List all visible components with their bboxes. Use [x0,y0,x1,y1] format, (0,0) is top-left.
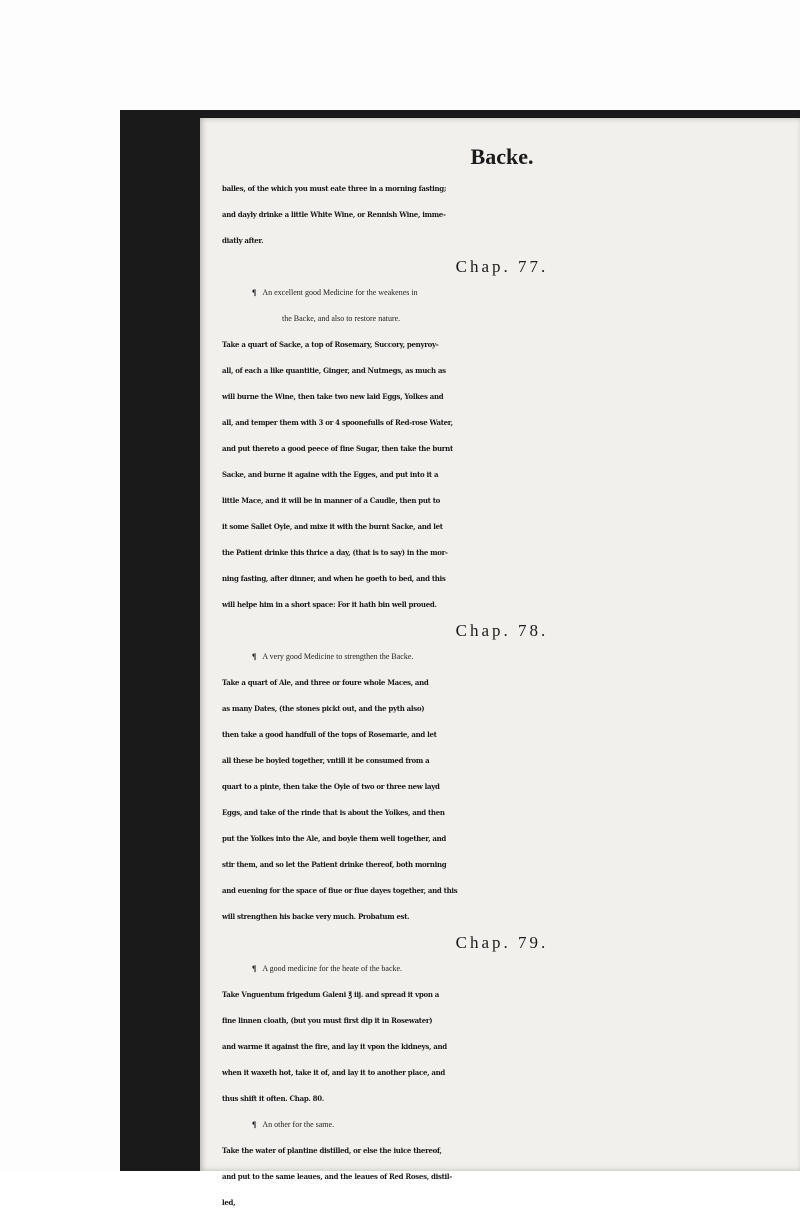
text-line: diatly after. [222,236,264,245]
recipe-title-text: An excellent good Medicine for the weakenes in [262,288,418,297]
chapter-heading: Chap. 77. [455,257,549,276]
pilcrow-mark: ¶ [252,288,257,297]
text-line: and put thereto a good peece of fine Sugar, then take the burnt [222,444,453,453]
text-line: will helpe him in a short space: For it hath bin well proued. [222,600,437,609]
text-line: then take a good handfull of the tops of Rosemarie, and let [222,730,437,739]
text-line: thus shift it often. Chap. 80. [222,1094,324,1103]
text-line: led, [222,1198,236,1207]
text-line: all these be boyled together, vntill it be consumed from a [222,756,430,765]
page-content [222,144,782,1216]
recipe-title-text: A good medicine for the heate of the backe. [262,964,403,973]
text-line: stir them, and so let the Patient drinke thereof, both morning [222,860,447,869]
text-line: Eggs, and take of the rinde that is about the Yolkes, and then [222,808,445,817]
chapter-heading: Chap. 79. [455,933,549,952]
pilcrow-mark: ¶ [252,652,257,661]
pilcrow-mark: ¶ [252,1120,257,1129]
text-line: and dayly drinke a little White Wine, or Rennish Wine, imme- [222,210,446,219]
text-line: fine linnen cloath, (but you must first dip it in Rosewater) [222,1016,433,1025]
text-line: when it waxeth hot, take it of, and lay it to another place, and [222,1068,445,1077]
text-line: Take a quart of Sacke, a top of Rosemary, Succory, penyroy- [222,340,439,349]
recipe-title-line [222,956,782,982]
book-page [200,118,800,1207]
recipe-title-line [222,280,782,306]
pilcrow-mark: ¶ [252,964,257,973]
text-line: and warme it against the fire, and lay it vpon the kidneys, and [222,1042,447,1051]
text-line: Sacke, and burne it againe with the Egges, and put into it a [222,470,439,479]
text-line: as many Dates, (the stones pickt out, and the pyth also) [222,704,425,713]
text-line: and put to the same leaues, and the leaues of Red Roses, distil- [222,1172,452,1181]
text-line: Take Vnguentum frigedum Galeni ℥ iij. and spread it vpon a [222,990,440,999]
running-head: Backe. [470,144,534,169]
text-line: will burne the Wine, then take two new laid Eggs, Yolkes and [222,392,444,401]
text-line: Take the water of plantine distilled, or else the iuice thereof, [222,1146,442,1155]
text-line: all, and temper them with 3 or 4 spoonefulls of Red-rose Water, [222,418,453,427]
recipe-title-text: the Backe, and also to restore nature. [282,314,401,323]
text-line: quart to a pinte, then take the Oyle of two or three new layd [222,782,440,791]
text-line: all, of each a like quantitie, Ginger, and Nutmegs, as much as [222,366,446,375]
text-line: it some Sallet Oyle, and mixe it with the burnt Sacke, and let [222,522,443,531]
recipe-title-text: An other for the same. [262,1120,335,1129]
text-line: put the Yolkes into the Ale, and boyle them well together, and [222,834,446,843]
recipe-title-line [222,644,782,670]
page-body [222,176,782,1216]
text-line: balles, of the which you must eate three in a morning fasting; [222,184,447,193]
text-line: and euening for the space of fiue or fiue dayes together, and this [222,886,458,895]
text-line: Take a quart of Ale, and three or foure whole Maces, and [222,678,429,687]
recipe-title-line [222,306,782,332]
text-line: will strengthen his backe very much. Probatum est. [222,912,410,921]
text-line: little Mace, and it will be in manner of a Caudle, then put to [222,496,441,505]
text-line: the Patient drinke this thrice a day, (that is to say) in the mor- [222,548,448,557]
recipe-title-text: A very good Medicine to strengthen the Backe. [262,652,414,661]
chapter-heading: Chap. 78. [455,621,549,640]
text-line: ning fasting, after dinner, and when he goeth to bed, and this [222,574,446,583]
recipe-title-line [222,1112,782,1138]
